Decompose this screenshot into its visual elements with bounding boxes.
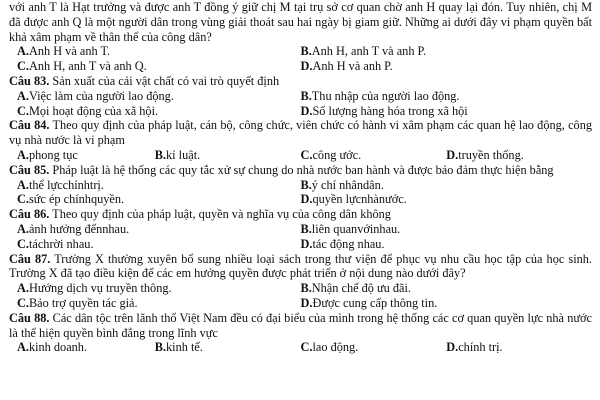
intro-option-a: A.Anh H và anh T.	[17, 44, 111, 59]
question-87	[9, 252, 592, 282]
option-c: C.sức ép chínhquyền.	[17, 192, 125, 207]
question-85	[9, 163, 592, 178]
question-text: Sản xuất của cải vật chất có vai trò quyết định	[49, 73, 280, 88]
question-text: Pháp luật là hệ thống các quy tắc xử sự chung do nhà nước ban hành và được bảo đảm thực hiện bằng	[49, 162, 554, 177]
option-b: B.kinh tế.	[154, 340, 203, 355]
option-b: B.ý chí nhândân.	[300, 177, 384, 192]
intro-option-b: B.Anh H, anh T và anh P.	[300, 44, 427, 59]
option-d: D.Số lượng hàng hóa trong xã hội	[300, 103, 468, 118]
option-c: C.lao động.	[300, 340, 359, 355]
option-d: D.chính trị.	[446, 340, 503, 355]
option-d: D.quyền lựcnhànước.	[300, 192, 407, 207]
option-b: B.Thu nhập của người lao động.	[300, 88, 460, 103]
question-number: Câu 83.	[9, 73, 50, 88]
option-a: A.kinh doanh.	[17, 340, 88, 355]
intro-option-c: C.Anh H, anh T và anh Q.	[17, 59, 147, 74]
question-84-options	[9, 148, 592, 163]
question-88-options	[9, 340, 592, 355]
option-b: B.liên quanvớinhau.	[300, 221, 401, 236]
question-text: Theo quy định của pháp luật, quyền và nghĩa vụ của công dân không	[49, 207, 391, 222]
option-c: C.công ước.	[300, 147, 362, 162]
question-number: Câu 86.	[9, 207, 50, 222]
option-a: A.Việc làm của người lao động.	[17, 88, 174, 103]
option-c: C.Mọi hoạt động của xã hội.	[17, 103, 159, 118]
option-a: A.phong tục	[17, 147, 78, 162]
option-a: A.thể lựcchínhtrị.	[17, 177, 104, 192]
option-d: D.Được cung cấp thông tin.	[300, 295, 438, 310]
question-86	[9, 207, 592, 222]
question-83	[9, 74, 592, 89]
question-88	[9, 311, 592, 341]
option-c: C.táchrời nhau.	[17, 236, 94, 251]
option-c: C.Bảo trợ quyền tác giả.	[17, 295, 138, 310]
question-text: Các dân tộc trên lãnh thổ Việt Nam đều có đại biểu của mình trong hệ thống các cơ quan quyền lực nhà nước là thể hiện quyền bình đẳng trong lĩnh vực	[9, 310, 592, 340]
intro-option-d: D.Anh H và anh P.	[300, 59, 393, 74]
question-85-options	[9, 178, 592, 208]
intro-options	[9, 44, 592, 74]
option-a: A.ảnh hưởng đếnnhau.	[17, 221, 130, 236]
question-83-options	[9, 89, 592, 119]
question-86-options	[9, 222, 592, 252]
option-b: B.kỉ luật.	[154, 147, 201, 162]
question-number: Câu 84.	[9, 118, 50, 133]
question-number: Câu 85.	[9, 162, 50, 177]
question-number: Câu 87.	[9, 251, 51, 266]
question-text: Trường X thường xuyên bổ sung nhiều loại sách trong thư viện để phục vụ nhu cầu học tập của học sinh. Trường X đã tạo điều kiện để các em hưởng quyền được phát triển ở nội dung nào dưới đây?	[9, 251, 592, 281]
question-87-options	[9, 281, 592, 311]
question-84	[9, 118, 592, 148]
intro-paragraph: với anh T là Hạt trưởng và được anh T đồng ý giữ chị M tại trụ sở cơ quan chờ anh H quay lại đón. Tuy nhiên, chị M đã được anh Q là một người dân trong vùng giải thoát sau hai ngày bị giam giữ. Những ai dưới đây vi phạm quyền bất khả xâm phạm về thân thể của công dân?	[9, 0, 592, 44]
question-number: Câu 88.	[9, 310, 50, 325]
option-d: D.tác động nhau.	[300, 236, 385, 251]
question-text: Theo quy định của pháp luật, cán bộ, công chức, viên chức có hành vi xâm phạm các quan hệ lao động, công vụ nhà nước là vi phạm	[9, 118, 592, 148]
option-d: D.truyền thống.	[446, 147, 524, 162]
option-a: A.Hướng dịch vụ truyền thông.	[17, 281, 172, 296]
option-b: B.Nhận chế độ ưu đãi.	[300, 281, 411, 296]
